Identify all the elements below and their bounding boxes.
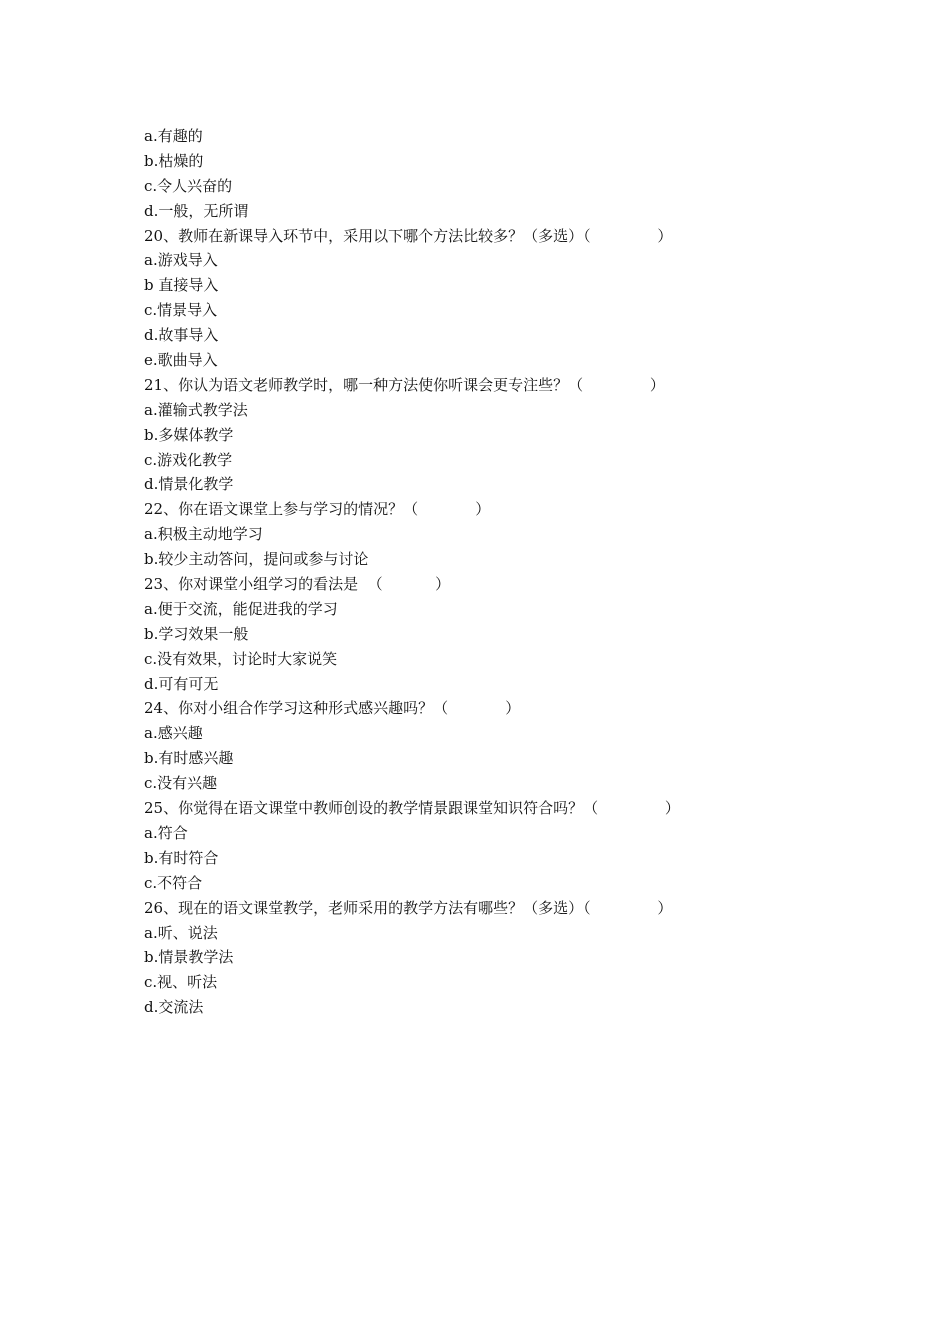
option-line: b 直接导入 <box>144 276 219 295</box>
option-line: b.枯燥的 <box>144 151 204 170</box>
question-22: 22、你在语文课堂上参与学习的情况？（ ） <box>144 500 491 519</box>
option-line: b.较少主动答问，提问或参与讨论 <box>144 550 369 569</box>
question-23: 23、你对课堂小组学习的看法是 （ ） <box>144 575 451 594</box>
option-line: c.不符合 <box>144 873 203 892</box>
option-line: a.符合 <box>144 823 188 842</box>
option-line: c.令人兴奋的 <box>144 176 233 195</box>
questionnaire-page <box>144 124 844 1020</box>
question-24: 24、你对小组合作学习这种形式感兴趣吗？（ ） <box>144 699 521 718</box>
option-line: d.一般，无所谓 <box>144 201 249 220</box>
option-line: d.可有可无 <box>144 674 219 693</box>
question-20: 20、教师在新课导入环节中，采用以下哪个方法比较多？（多选）（ ） <box>144 226 673 245</box>
option-line: c.没有兴趣 <box>144 774 218 793</box>
option-line: b.情景教学法 <box>144 948 234 967</box>
option-line: b.有时符合 <box>144 848 219 867</box>
option-line: a.游戏导入 <box>144 251 218 270</box>
option-line: c.游戏化教学 <box>144 450 233 469</box>
option-line: c.情景导入 <box>144 301 218 320</box>
option-line: a.听、说法 <box>144 923 218 942</box>
option-line: a.便于交流，能促进我的学习 <box>144 599 338 618</box>
question-25: 25、你觉得在语文课堂中教师创设的教学情景跟课堂知识符合吗？（ ） <box>144 799 680 818</box>
question-21: 21、你认为语文老师教学时，哪一种方法使你听课会更专注些？（ ） <box>144 375 665 394</box>
option-line: c.视、听法 <box>144 973 218 992</box>
option-line: a.积极主动地学习 <box>144 525 263 544</box>
option-line: a.感兴趣 <box>144 724 203 743</box>
option-line: b.有时感兴趣 <box>144 749 234 768</box>
question-26: 26、现在的语文课堂教学，老师采用的教学方法有哪些？（多选）（ ） <box>144 898 673 917</box>
option-line: e.歌曲导入 <box>144 351 218 370</box>
option-line: a.灌输式教学法 <box>144 400 248 419</box>
option-line: d.故事导入 <box>144 326 219 345</box>
option-line: d.情景化教学 <box>144 475 234 494</box>
option-line: b.学习效果一般 <box>144 624 249 643</box>
option-line: c.没有效果，讨论时大家说笑 <box>144 649 338 668</box>
option-line: d.交流法 <box>144 998 204 1017</box>
option-line: b.多媒体教学 <box>144 425 234 444</box>
option-line: a.有趣的 <box>144 127 203 145</box>
